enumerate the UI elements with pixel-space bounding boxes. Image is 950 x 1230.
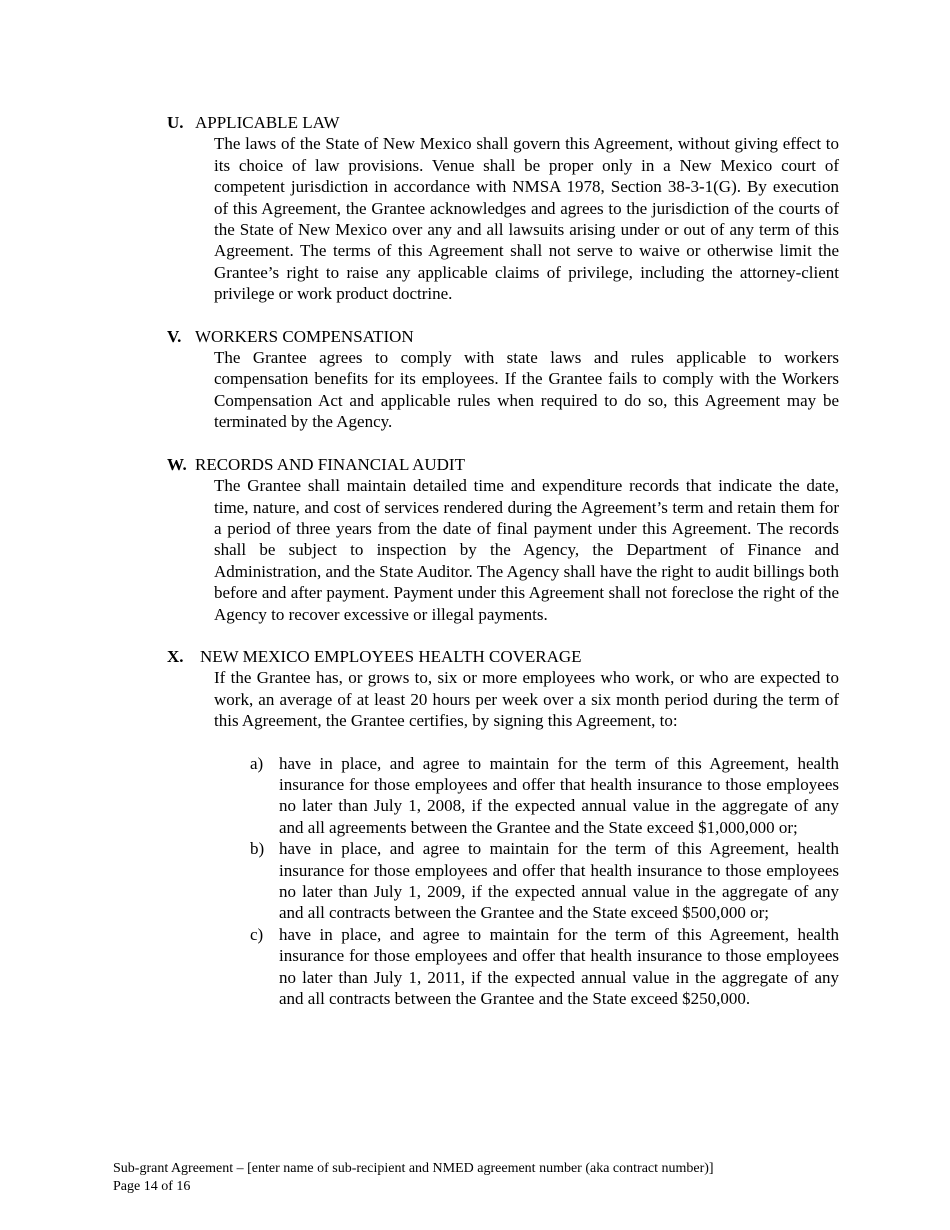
section-letter: V. <box>167 326 182 346</box>
list-item <box>250 924 839 1010</box>
document-body <box>167 112 839 1009</box>
section-letter: W. <box>167 454 187 474</box>
section-heading <box>167 454 839 475</box>
list-item <box>250 838 839 924</box>
list-item <box>250 753 839 839</box>
section-body: The laws of the State of New Mexico shall govern this Agreement, without giving effect to its choice of law provisions. Venue shall be proper only in a New Mexico court of competent jurisdiction in accordance with NMSA 1978, Section 38-3-1(G). By execution of this Agreement, the Grantee acknowledges and agrees to the jurisdiction of the courts of the State of New Mexico over any and all lawsuits arising under or out of any term of this Agreement. The terms of this Agreement shall not serve to waive or otherwise limit the Grantee’s right to raise any applicable claims of privilege, including the attorney-client privilege or work product doctrine. <box>214 134 839 304</box>
footer-page-number: Page 14 of 16 <box>113 1179 191 1194</box>
section-records-financial-audit <box>167 454 839 625</box>
section-applicable-law <box>167 112 839 305</box>
list-item-text: have in place, and agree to maintain for the term of this Agreement, health insurance for those employees and offer that health insurance to those employees no later than July 1, 2011, if the expected annual value in the aggregate of any and all contracts between the Grantee and the State exceed $250,000. <box>279 924 839 1009</box>
section-workers-compensation <box>167 326 839 433</box>
list-marker: b) <box>250 839 265 859</box>
list-item-text: have in place, and agree to maintain for the term of this Agreement, health insurance for those employees and offer that health insurance to those employees no later than July 1, 2009, if the expected annual value in the aggregate of any and all contracts between the Grantee and the State exceed $500,000 or; <box>279 839 839 923</box>
section-body: If the Grantee has, or grows to, six or more employees who work, or who are expected to work, an average of at least 20 hours per week over a six month period during the term of this Agreement, the Grantee certifies, by signing this Agreement, to: <box>214 668 839 731</box>
footer-agreement-line: Sub-grant Agreement – [enter name of sub-recipient and NMED agreement number (aka contract number)] <box>113 1161 714 1176</box>
section-heading <box>167 112 839 133</box>
section-letter: U. <box>167 113 184 132</box>
section-title: NEW MEXICO EMPLOYEES HEALTH COVERAGE <box>200 646 582 666</box>
section-title: APPLICABLE LAW <box>195 113 340 132</box>
section-body: The Grantee shall maintain detailed time and expenditure records that indicate the date, time, nature, and cost of services rendered during the Agreement’s term and retain them for a period of three years from the date of final payment under this Agreement. The records shall be subject to inspection by the Agency, the Department of Finance and Administration, and the State Auditor. The Agency shall have the right to audit billings both before and after payment. Payment under this Agreement shall not foreclose the right of the Agency to recover excessive or illegal payments. <box>214 476 839 624</box>
coverage-conditions-list <box>250 753 839 1010</box>
page-footer <box>113 1160 714 1196</box>
section-title: RECORDS AND FINANCIAL AUDIT <box>195 454 465 474</box>
section-body: The Grantee agrees to comply with state laws and rules applicable to workers compensation benefits for its employees. If the Grantee fails to comply with the Workers Compensation Act and applicable rules when required to do so, this Agreement may be terminated by the Agency. <box>214 348 839 432</box>
section-heading <box>167 646 839 667</box>
list-marker: c) <box>250 924 264 944</box>
list-marker: a) <box>250 753 264 773</box>
section-title: WORKERS COMPENSATION <box>195 326 414 346</box>
section-health-coverage <box>167 646 839 1010</box>
section-letter: X. <box>167 646 184 666</box>
section-heading <box>167 326 839 347</box>
list-item-text: have in place, and agree to maintain for the term of this Agreement, health insurance for those employees and offer that health insurance to those employees no later than July 1, 2008, if the expected annual value in the aggregate of any and all agreements between the Grantee and the State exceed $1,000,000 or; <box>279 753 839 837</box>
